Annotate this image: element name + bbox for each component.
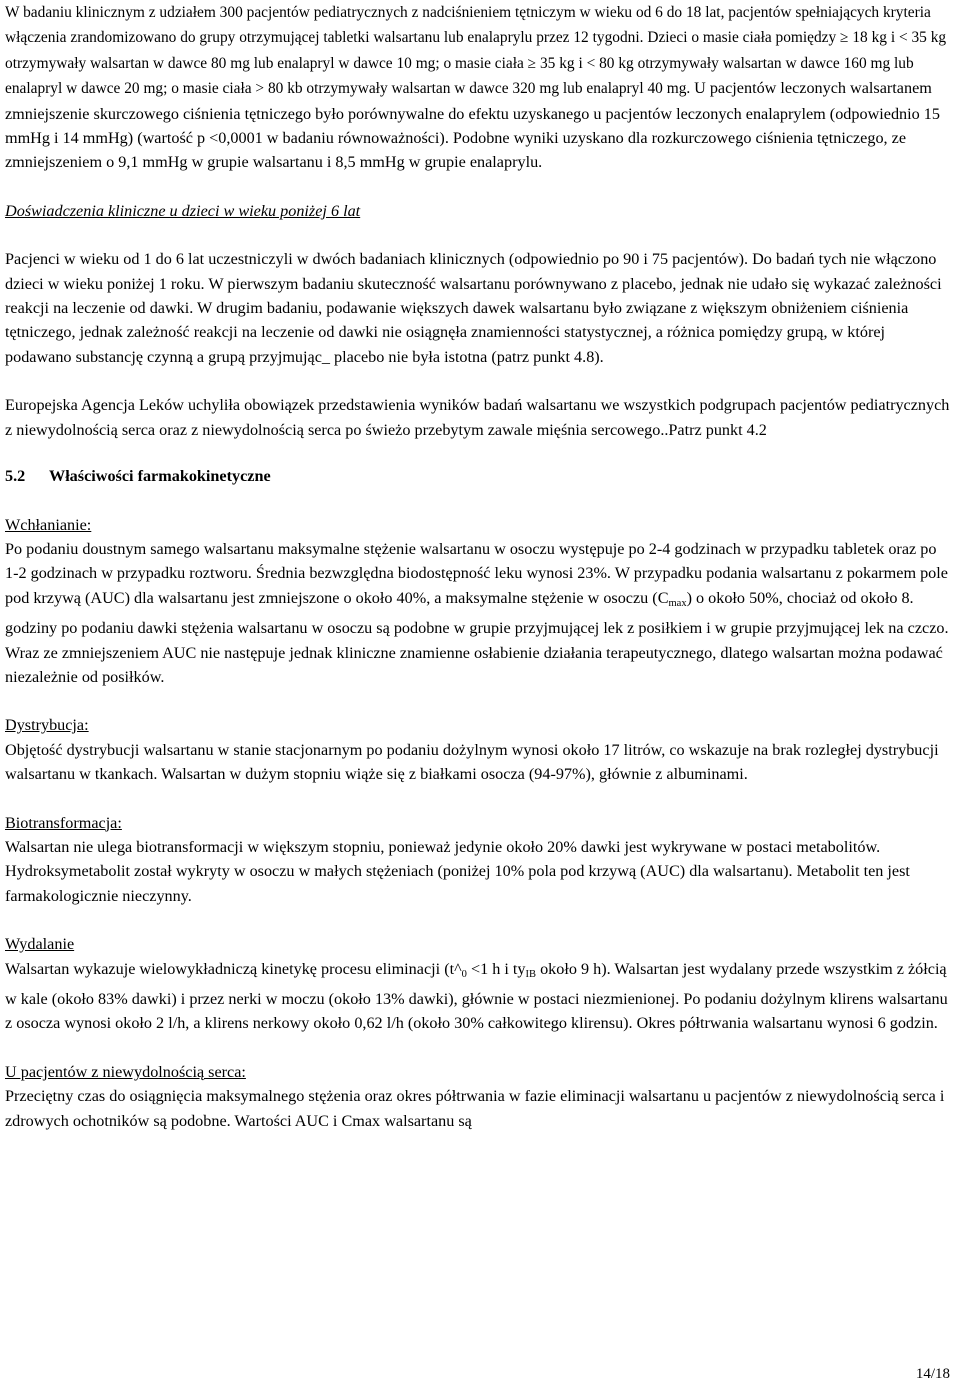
paragraph-elimination-text-b: <1 h i ty [466,959,526,978]
paragraph-pediatric-trial-doses: Dzieci o masie ciała pomiędzy ≥ 18 kg i < 35 kg otrzymywały walsartan w dawce 80 mg lub enalapryl w dawce 10 mg; o masie ciała ≥ 35 kg i < 80 kg otrzymywały walsartan w dawce 160 mg lub enalapryl w dawce 20 mg; o masie ciała > 80 kb otrzymywały walsartan w dawce 320 mg lub enalapryl 40 mg. [5,29,947,98]
heading-heart-failure: U pacjentów z niewydolnością serca: [5,1062,246,1081]
section-heading-5-2 [5,464,953,488]
paragraph-ema-waiver: Europejska Agencja Leków uchyliła obowiązek przedstawienia wyników badań walsartanu we wszystkich podgrupach pacjentów pediatrycznych z niewydolnością serca oraz z niewydolnością serca po świeżo przebytym zawale mięśnia sercowego..Patrz punkt 4.2 [5,396,950,439]
paragraph-elimination-text-c: około 9 h). Walsartan jest wydalany przede wszystkim z żółcią w kale (około 83% dawki) i przez nerki w moczu (około 13% dawki), głównie w postaci niezmienionej. Po podaniu dożylnym klirens walsartanu z osocza wynosi około 2 l/h, a klirens nerkowy około 0,62 l/h (około 30% całkowitego klirensu). Okres półtrwania walsartanu wynosi 6 godzin. [5,959,948,1033]
t-half-subscript: 0 [461,968,467,980]
paragraph-absorption-text-a: Po podaniu doustnym samego walsartanu maksymalne stężenie walsartanu w osoczu występuje po 2-4 godzinach w przypadku tabletek oraz po 1-2 godzinach w przypadku roztworu. Średnia bezwzględna biodostępność leku wynosi 23%. W przypadku podania walsartanu z pokarmem pole pod krzywą (AUC) dla walsartanu jest zmniejszone o około 40%, a maksymalne stężenie w osoczu (C [5,539,948,607]
t-half-beta-subscript: IB [525,968,537,980]
section-number: 5.2 [5,467,26,486]
paragraph-absorption [5,537,953,689]
section-title: Właściwości farmakokinetyczne [49,467,271,486]
paragraph-children-under-6: Pacjenci w wieku od 1 do 6 lat uczestniczyli w dwóch badaniach klinicznych (odpowiednio po 90 i 75 pacjentów). Do badań tych nie włączono dzieci w wieku poniżej 1 roku. W pierwszym badaniu skuteczność walsartanu porównywano z placebo, jednak nie udało się wykazać zależności reakcji na leczenie od dawki. W drugim badaniu, podawanie większych dawek walsartanu było związane z większym obniżeniem ciśnienia tętniczego, jednak zależność reakcji na leczenie od dawki nie osiągnęła znamienności statystycznej, a różnica pomiędzy grupą, w której podawano substancję czynną a grupą przyjmując_ placebo nie była istotna (patrz punkt 4.8). [5,250,942,366]
paragraph-elimination-text-a: Walsartan wykazuje wielowykładniczą kinetykę procesu eliminacji (t^ [5,959,462,978]
paragraph-pediatric-trial-diastolic: Podobne wyniki uzyskano dla rozkurczowego ciśnienia tętniczego, ze zmniejszeniem o 9,1 mmHg w grupie walsartanu i 8,5 mmHg w grupie enalaprylu. [5,129,907,172]
paragraph-biotransformation: Walsartan nie ulega biotransformacji w większym stopniu, ponieważ jedynie około 20% dawki jest wykrywane w postaci metabolitów. Hydroksymetabolit został wykryty w osoczu w małych stężeniach (poniżej 10% pola pod krzywą (AUC) dla walsartanu). Metabolit ten jest farmakologicznie nieczynny. [5,837,910,905]
paragraph-pediatric-trial [5,0,953,175]
document-page [5,0,953,1133]
page-number: 14/18 [915,1366,950,1382]
heading-biotransformation: Biotransformacja: [5,813,122,832]
paragraph-elimination [5,957,953,1036]
heading-elimination: Wydalanie [5,935,75,954]
heading-absorption: Wchłanianie: [5,515,92,534]
paragraph-distribution: Objętość dystrybucji walsartanu w stanie stacjonarnym po podaniu dożylnym wynosi około 17 litrów, co wskazuje na brak rozległej dystrybucji walsartanu w tkankach. Walsartan w dużym stopniu wiąże się z białkami osocza (94-97%), głównie z albuminami. [5,740,939,784]
paragraph-pediatric-trial-intro: W badaniu klinicznym z udziałem 300 pacjentów pediatrycznych z nadciśnieniem tętniczym w wieku od 6 do 18 lat, pacjentów spełniających kryteria włączenia zrandomizowano do grupy otrzymującej tabletki walsartanu lub enalaprylu przez 12 tygodni. [5,4,931,47]
heading-distribution: Dystrybucja: [5,716,89,735]
cmax-subscript: max [668,597,687,609]
paragraph-heart-failure: Przeciętny czas do osiągnięcia maksymalnego stężenia oraz okres półtrwania w fazie eliminacji walsartanu u pacjentów z niewydolnością serca i zdrowych ochotników są podobne. Wartości AUC i Cmax walsartanu są [5,1087,945,1130]
paragraph-absorption-text-b: ) o około 50%, chociaż od około 8. godziny po podaniu dawki stężenia walsartanu w osoczu są podobne w grupie przyjmującej lek z posiłkiem i w grupie przyjmującej lek na czczo. Wraz ze zmniejszeniem AUC nie następuje jednak kliniczne znamienne osłabienie działania terapeutycznego, dlatego walsartan można podawać niezależnie od posiłków. [5,588,949,686]
heading-children-under-6: Doświadczenia kliniczne u dzieci w wieku poniżej 6 lat [5,201,361,220]
paragraph-pediatric-trial-systolic: U pacjentów leczonych walsartanem zmniejszenie skurczowego ciśnienia tętniczego było porównywalne do efektu uzyskanego u pacjentów leczonych enalaprylem (odpowiednio 15 mmHg i 14 mmHg) (wartość p <0,0001 w badaniu równoważności). [5,79,940,148]
